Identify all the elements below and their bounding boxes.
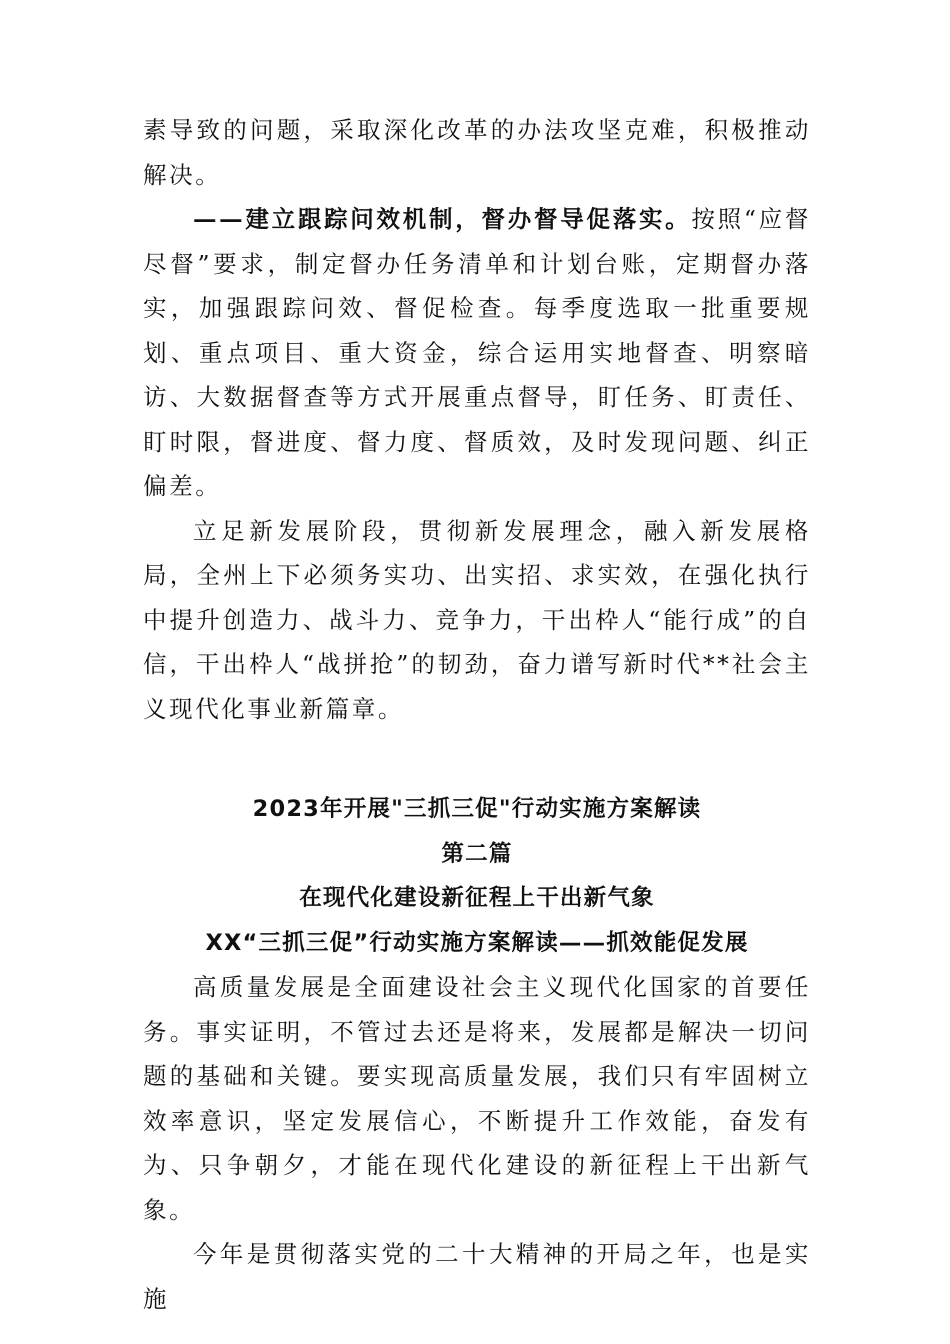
article-subtitle: 在现代化建设新征程上干出新气象 bbox=[299, 885, 655, 911]
paragraph-body: 按照“应督尽督”要求，制定督办任务清单和计划台账，定期督办落实，加强跟踪问效、督促检查。每季度选取一批重要规划、重点项目、重大资金，综合运用实地督查、明察暗访、大数据督查等方式开展重点督导，盯任务、盯责任、盯时限，督进度、督力度、督质效，及时发现问题、纠正偏差。 bbox=[143, 205, 811, 500]
article-heading-block bbox=[143, 787, 811, 965]
article-subtitle-2: XX“三抓三促”行动实施方案解读——抓效能促发展 bbox=[205, 929, 749, 956]
article-part-label: 第二篇 bbox=[441, 840, 513, 867]
paragraph-supervision bbox=[143, 197, 811, 509]
document-page bbox=[143, 108, 811, 1321]
article-title: 2023年开展"三抓三促"行动实施方案解读 bbox=[252, 796, 702, 822]
paragraph-lead-heading: ——建立跟踪问效机制，督办督导促落实。 bbox=[193, 205, 692, 233]
paragraph-continuation: 素导致的问题，采取深化改革的办法攻坚克难，积极推动解决。 bbox=[143, 116, 811, 189]
paragraph-next: 今年是贯彻落实党的二十大精神的开局之年，也是实施 bbox=[143, 1240, 811, 1313]
paragraph-conclusion: 立足新发展阶段，贯彻新发展理念，融入新发展格局，全州上下必须务实功、出实招、求实效，在强化执行中提升创造力、战斗力、竞争力，干出枠人“能行成”的自信，干出枠人“战拼抢”的韧劲，奋力谱写新时代**社会主义现代化事业新篇章。 bbox=[143, 516, 811, 723]
paragraph-intro: 高质量发展是全面建设社会主义现代化国家的首要任务。事实证明，不管过去还是将来，发展都是解决一切问题的基础和关键。要实现高质量发展，我们只有牢固树立效率意识，坚定发展信心，不断提升工作效能，奋发有为、只争朝夕，才能在现代化建设的新征程上干出新气象。 bbox=[143, 973, 811, 1224]
